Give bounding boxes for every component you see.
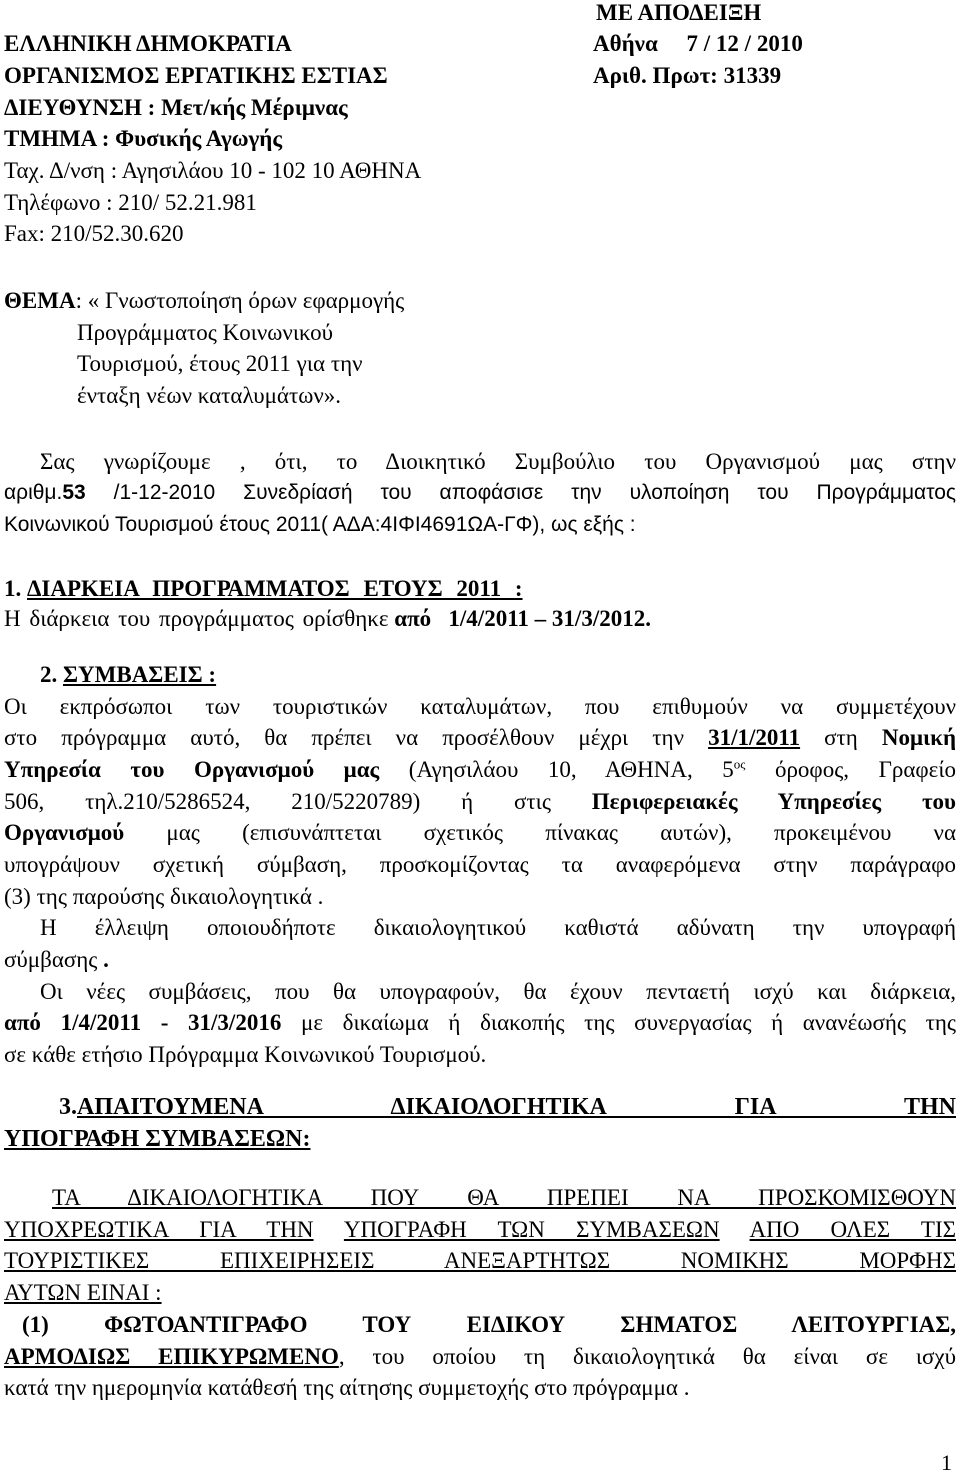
section2-text-line: Υπηρεσία του Οργανισμού μας (Αγησιλάου 10, ΑΘΗΝΑ, $5^{o\varsigma}$ όροφος, Γραφείο [4, 756, 957, 782]
requirement-item-1-cont: κατά την ημερομηνία κατάθεσή της αίτησης συμμετοχής στο πρόγραμμα . [4, 1375, 690, 1400]
section2-text-line: από 1/4/2011 - 31/3/2016 με δικαίωμα ή διακοπής της συνεργασίας ή ανανέωσής της [4, 1010, 957, 1035]
section2-text-line: στο πρόγραμμα αυτό, θα πρέπει να προσέλθουν μέχρι την 31/1/2011 στη Νομική [4, 725, 957, 750]
protocol-number: Αριθ. Πρωτ: 31339 [593, 63, 782, 88]
department: ΤΜΗΜΑ : Φυσικής Αγωγής [4, 126, 283, 151]
section2-text-line: Οργανισμού μας (επισυνάπτεται σχετικός πίνακας αυτών), προκειμένου να [4, 820, 956, 845]
section2-text-line: (3) της παρούσης δικαιολογητικά . [4, 884, 324, 909]
section2-text-line: σε κάθε ετήσιο Πρόγραμμα Κοινωνικού Τουρισμού. [4, 1042, 487, 1067]
section1-text: Η διάρκεια του προγράμματος ορίσθηκε από 1/4/2011 – 31/3/2012. [4, 606, 651, 631]
section1-heading: 1. ΔΙΑΡΚΕΙΑ ΠΡΟΓΡΑΜΜΑΤΟΣ ΕΤΟΥΣ 2011 : [4, 576, 523, 601]
section3-caption-line: ΤΑ ΔΙΚΑΙΟΛΟΓΗΤΙΚΑ ΠΟΥ ΘΑ ΠΡΕΠΕΙ ΝΑ ΠΡΟΣΚΟΜΙΣΘΟΥΝ [52, 1185, 956, 1210]
section2-text-line: σύμβασης . [4, 947, 109, 972]
deadline-date: 31/1/2011 [708, 725, 801, 750]
section3-heading-cont: ΥΠΟΓΡΑΦΗ ΣΥΜΒΑΣΕΩΝ: [4, 1126, 311, 1152]
intro-line: αριθμ.53 /1-12-2010 Συνεδρίασή του αποφάσισε την υλοποίηση του Προγράμματος [4, 481, 956, 504]
section3-caption-line: ΤΟΥΡΙΣΤΙΚΕΣ ΕΠΙΧΕΙΡΗΣΕΙΣ ΑΝΕΞΑΡΤΗΤΩΣ ΝΟΜΙΚΗΣ ΜΟΡΦΗΣ [4, 1248, 956, 1273]
section2-text-line: Οι νέες συμβάσεις, που θα υπογραφούν, θα έχουν πενταετή ισχύ και διάρκεια, [40, 979, 956, 1004]
section3-caption-line: ΥΠΟΧΡΕΩΤΙΚΑ ΓΙΑ ΤΗΝ ΥΠΟΓΡΑΦΗ ΤΩΝ ΣΥΜΒΑΣΕΩΝ ΑΠΟ ΟΛΕΣ ΤΙΣ [4, 1217, 957, 1242]
section2-text-line: υπογράψουν σχετική σύμβαση, προσκομίζοντας τα αναφερόμενα στην παράγραφο [4, 852, 956, 877]
directorate: ΔΙΕΥΘΥΝΣΗ : Μετ/κής Μέριμνας [4, 95, 348, 120]
subject-label: ΘΕΜΑ [4, 288, 76, 313]
requirement-item-1: (1) ΦΩΤΟΑΝΤΙΓΡΑΦΟ ΤΟΥ ΕΙΔΙΚΟΥ ΣΗΜΑΤΟΣ ΛΕΙΤΟΥΡΓΙΑΣ, [22, 1312, 956, 1337]
page-number: 1 [941, 1450, 952, 1475]
place-date: Αθήνα 7 / 12 / 2010 [593, 31, 803, 56]
document-date: 7 / 12 / 2010 [686, 31, 803, 56]
section2-text-line: Οι εκπρόσωποι των τουριστικών καταλυμάτων, που επιθυμούν να συμμετέχουν [4, 694, 956, 719]
section3-heading: 3.ΑΠΑΙΤΟΥΜΕΝΑ ΔΙΚΑΙΟΛΟΓΗΤΙΚΑ ΓΙΑ ΤΗΝ [59, 1094, 956, 1120]
postal-address: Ταχ. Δ/νση : Αγησιλάου 10 - 102 10 ΑΘΗΝΑ [4, 158, 422, 183]
fax-number: Fax: 210/52.30.620 [4, 221, 184, 246]
subject-line: ένταξη νέων καταλυμάτων». [77, 383, 341, 408]
section2-text-line: Η έλλειψη οποιουδήποτε δικαιολογητικού καθιστά αδύνατη την υπογραφή [40, 915, 956, 940]
requirement-item-1-cont: ΑΡΜΟΔΙΩΣ ΕΠΙΚΥΡΩΜΕΝΟ, του οποίου τη δικαιολογητικά θα είναι σε ισχύ [4, 1344, 957, 1369]
subject-line: ΘΕΜΑ: « Γνωστοποίηση όρων εφαρμογής [4, 288, 405, 313]
subject-line: Τουρισμού, έτους 2011 για την [77, 351, 363, 376]
organization-name: ΟΡΓΑΝΙΣΜΟΣ ΕΡΓΑΤΙΚΗΣ ΕΣΤΙΑΣ [4, 63, 388, 88]
subject-line: Προγράμματος Κοινωνικού [77, 320, 333, 345]
section1-title: ΔΙΑΡΚΕΙΑ ΠΡΟΓΡΑΜΜΑΤΟΣ ΕΤΟΥΣ 2011 : [27, 576, 523, 601]
republic-title: ΕΛΛΗΝΙΚΗ ΔΗΜΟΚΡΑΤΙΑ [4, 31, 292, 56]
section3-caption-line: ΑΥΤΩΝ ΕΙΝΑΙ : [4, 1280, 162, 1305]
section2-heading: 2. ΣΥΜΒΑΣΕΙΣ : [40, 662, 217, 687]
delivery-note: ΜΕ ΑΠΟΔΕΙΞΗ [596, 0, 762, 25]
section2-text-line: 506, τηλ.210/5286524, 210/5220789) ή στις Περιφερειακές Υπηρεσίες του [4, 789, 956, 814]
phone-number: Τηλέφωνο : 210/ 52.21.981 [4, 190, 257, 215]
intro-line: Κοινωνικού Τουρισμού έτους 2011( ΑΔΑ:4ΙΦΙ4691ΩΑ-ΓΦ), ως εξής : [4, 513, 636, 536]
intro-line: Σας γνωρίζουμε , ότι, το Διοικητικό Συμβούλιο του Οργανισμού μας στην [40, 449, 956, 474]
section2-title: ΣΥΜΒΑΣΕΙΣ : [63, 662, 217, 687]
